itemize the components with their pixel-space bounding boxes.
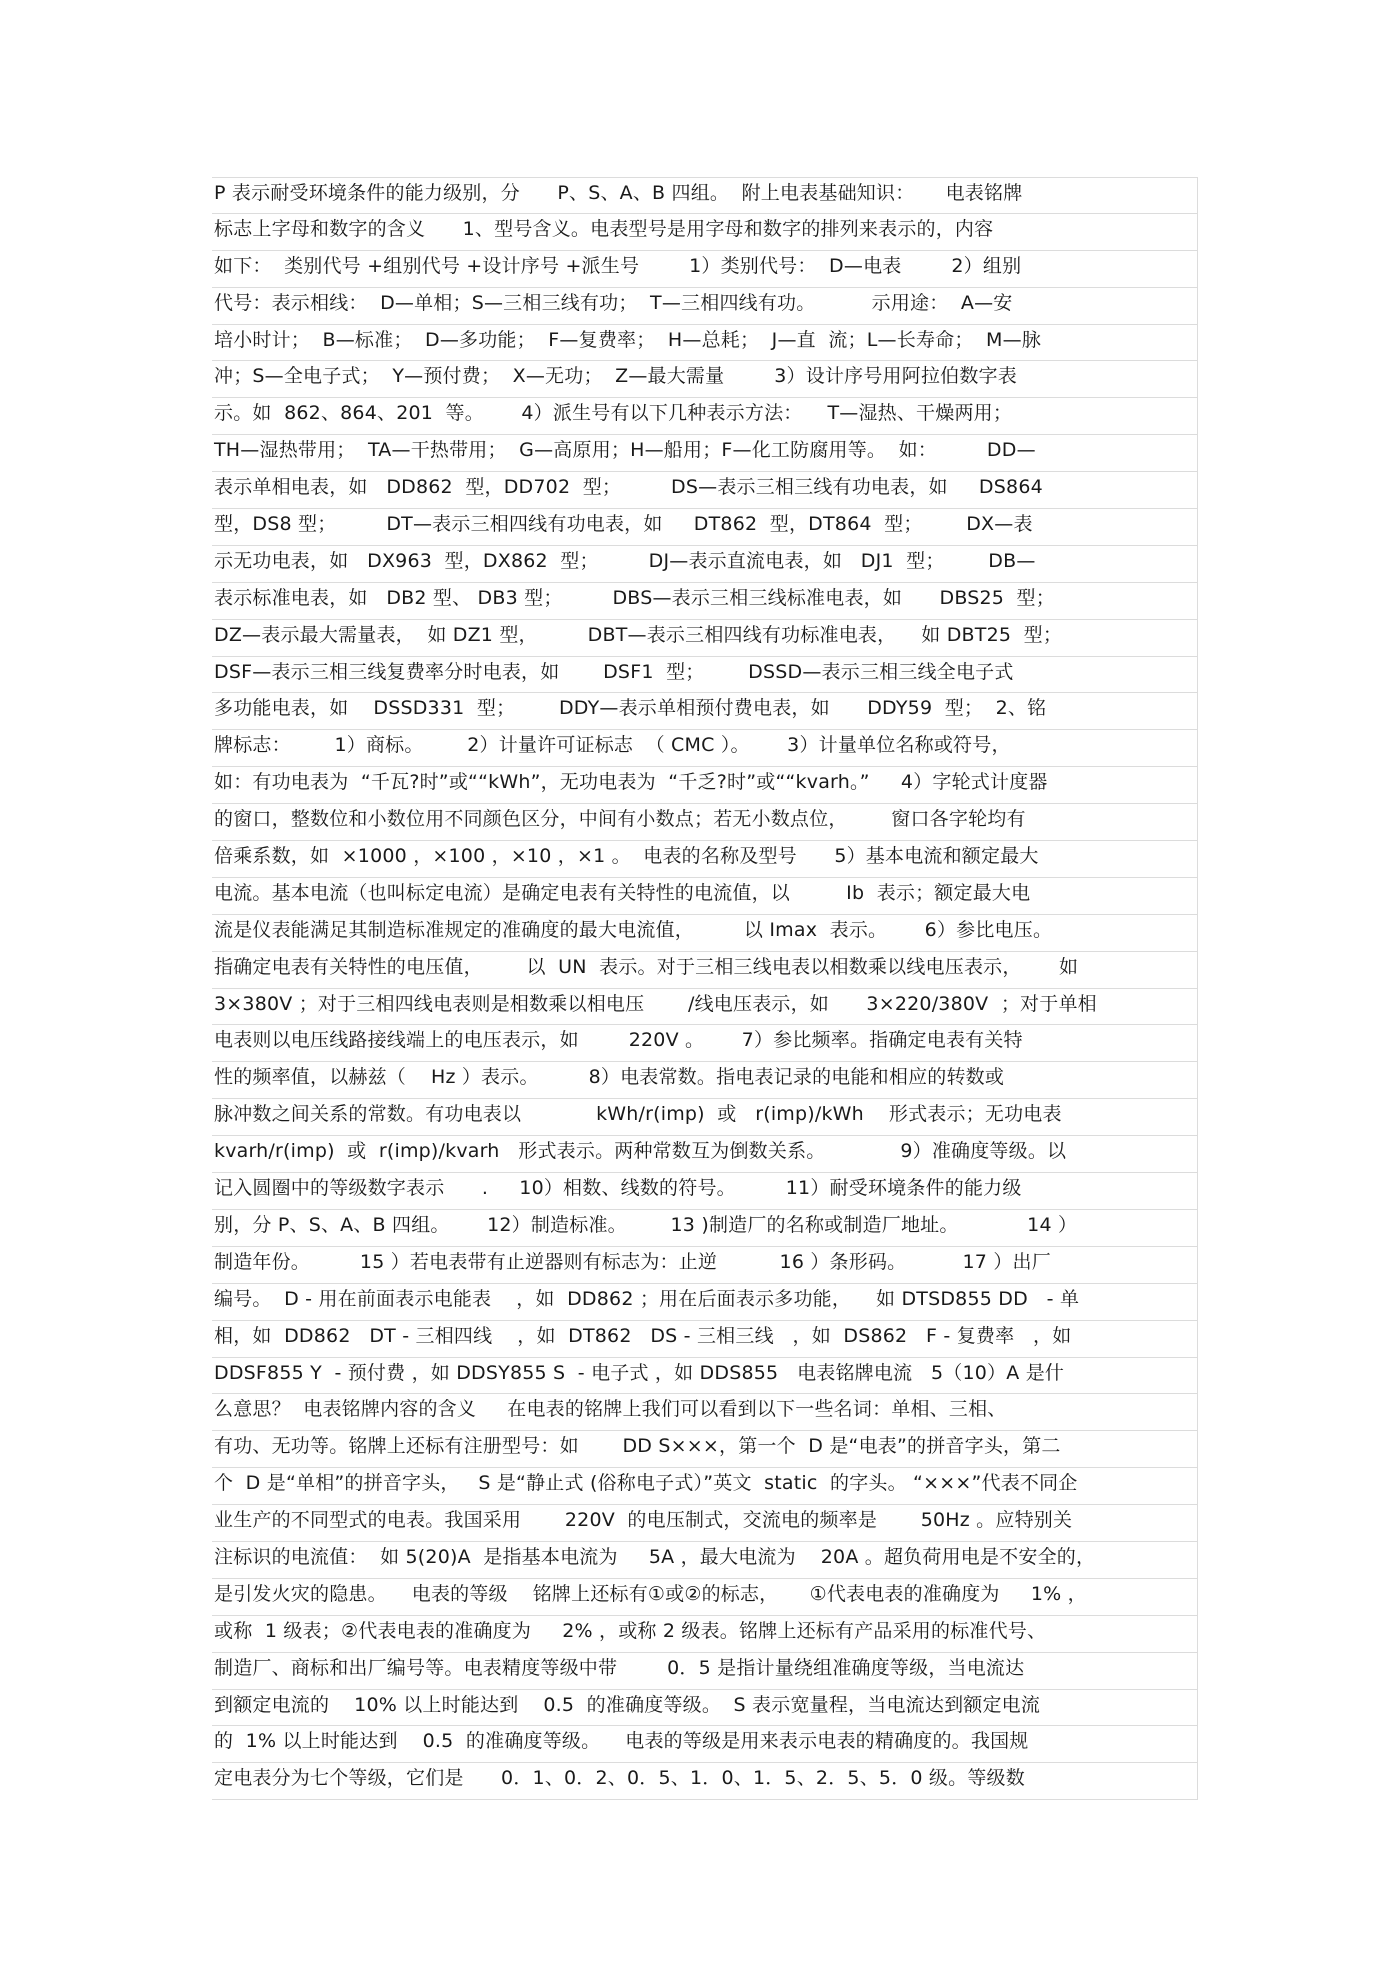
text-line: 制造厂、商标和出厂编号等。电表精度等级中带 0．5 是指计量绕组准确度等级，当电流达 — [212, 1653, 1198, 1690]
text-line: DZ—表示最大需量表， 如 DZ1 型， DBT—表示三相四线有功标准电表， 如 DBT25 型； — [212, 620, 1198, 657]
text-line: 冲；S—全电子式； Y—预付费； X—无功； Z—最大需量 3）设计序号用阿拉伯数字表 — [212, 361, 1198, 398]
text-line: 示。如 862、864、201 等。 4）派生号有以下几种表示方法： T—湿热、干燥两用； — [212, 398, 1198, 435]
text-line: 牌标志： 1）商标。 2）计量许可证标志 （ CMC ）。 3）计量单位名称或符号， — [212, 730, 1198, 767]
text-line: 或称 1 级表；②代表电表的准确度为 2% ，或称 2 级表。铭牌上还标有产品采用的标准代号、 — [212, 1616, 1198, 1653]
text-line: 业生产的不同型式的电表。我国采用 220V 的电压制式，交流电的频率是 50Hz 。应特别关 — [212, 1505, 1198, 1542]
text-line: 如下： 类别代号 +组别代号 +设计序号 +派生号 1）类别代号： D—电表 2）组别 — [212, 251, 1198, 288]
text-line: 制造年份。 15 ）若电表带有止逆器则有标志为：止逆 16 ）条形码。 17 ）出厂 — [212, 1247, 1198, 1284]
text-line: TH—湿热带用； TA—干热带用； G—高原用；H—船用；F—化工防腐用等。 如： DD— — [212, 435, 1198, 472]
text-line: 培小时计； B—标准； D—多功能； F—复费率； H—总耗； J—直 流；L—长寿命； M—脉 — [212, 325, 1198, 362]
text-line: 注标识的电流值： 如 5(20)A 是指基本电流为 5A ，最大电流为 20A 。超负荷用电是不安全的， — [212, 1542, 1198, 1579]
text-line: 别，分 P、S、A、B 四组。 12）制造标准。 13 )制造厂的名称或制造厂地址。 14 ） — [212, 1210, 1198, 1247]
text-line: 的 1% 以上时能达到 0.5 的准确度等级。 电表的等级是用来表示电表的精确度的。我国规 — [212, 1726, 1198, 1763]
text-line: 示无功电表，如 DX963 型，DX862 型； DJ—表示直流电表，如 DJ1 型； DB— — [212, 546, 1198, 583]
text-line: 么意思？ 电表铭牌内容的含义 在电表的铭牌上我们可以看到以下一些名词：单相、三相、 — [212, 1394, 1198, 1431]
text-line: 表示单相电表，如 DD862 型，DD702 型； DS—表示三相三线有功电表，如 DS864 — [212, 472, 1198, 509]
text-line: 是引发火灾的隐患。 电表的等级 铭牌上还标有①或②的标志， ①代表电表的准确度为 1% ， — [212, 1579, 1198, 1616]
text-line: 多功能电表，如 DSSD331 型； DDY—表示单相预付费电表，如 DDY59 型； 2、铭 — [212, 693, 1198, 730]
text-line: 标志上字母和数字的含义 1、型号含义。电表型号是用字母和数字的排列来表示的，内容 — [212, 214, 1198, 251]
text-line: 代号：表示相线： D—单相；S—三相三线有功； T—三相四线有功。 示用途： A—安 — [212, 288, 1198, 325]
text-line: 型，DS8 型； DT—表示三相四线有功电表，如 DT862 型，DT864 型； DX—表 — [212, 509, 1198, 546]
text-line: 相，如 DD862 DT - 三相四线 ，如 DT862 DS - 三相三线 ，如 DS862 F - 复费率 ，如 — [212, 1321, 1198, 1358]
text-line: 定电表分为七个等级，它们是 0．1、0．2、0．5、1．0、1．5、2．5、5．0 级。等级数 — [212, 1763, 1198, 1800]
text-line: DDSF855 Y - 预付费 ，如 DDSY855 S - 电子式 ，如 DDS855 电表铭牌电流 5（10）A 是什 — [212, 1358, 1198, 1395]
text-line: 的窗口，整数位和小数位用不同颜色区分，中间有小数点；若无小数点位， 窗口各字轮均有 — [212, 804, 1198, 841]
text-line: 如：有功电表为 “千瓦?时”或““kWh”，无功电表为 “千乏?时”或““kvarh。” 4）字轮式计度器 — [212, 767, 1198, 804]
text-line: 有功、无功等。铭牌上还标有注册型号：如 DD S×××，第一个 D 是“电表”的拼音字头，第二 — [212, 1431, 1198, 1468]
text-line: P 表示耐受环境条件的能力级别，分 P、S、A、B 四组。 附上电表基础知识： 电表铭牌 — [212, 177, 1198, 214]
text-line: 表示标准电表，如 DB2 型、 DB3 型； DBS—表示三相三线标准电表，如 DBS25 型； — [212, 583, 1198, 620]
text-line: DSF—表示三相三线复费率分时电表，如 DSF1 型； DSSD—表示三相三线全电子式 — [212, 657, 1198, 694]
text-line: 指确定电表有关特性的电压值， 以 UN 表示。对于三相三线电表以相数乘以线电压表示， 如 — [212, 952, 1198, 989]
text-line: 电流。基本电流（也叫标定电流）是确定电表有关特性的电流值，以 Ib 表示；额定最大电 — [212, 878, 1198, 915]
text-line: kvarh/r(imp) 或 r(imp)/kvarh 形式表示。两种常数互为倒数关系。 9）准确度等级。以 — [212, 1136, 1198, 1173]
text-line: 性的频率值，以赫兹（ Hz ）表示。 8）电表常数。指电表记录的电能和相应的转数或 — [212, 1062, 1198, 1099]
text-line: 电表则以电压线路接线端上的电压表示，如 220V 。 7）参比频率。指确定电表有关特 — [212, 1025, 1198, 1062]
text-line: 3×380V ；对于三相四线电表则是相数乘以相电压 /线电压表示，如 3×220/380V ；对于单相 — [212, 989, 1198, 1026]
text-line: 倍乘系数，如 ×1000 ，×100 ，×10 ，×1 。 电表的名称及型号 5）基本电流和额定最大 — [212, 841, 1198, 878]
text-line: 到额定电流的 10% 以上时能达到 0.5 的准确度等级。 S 表示宽量程，当电流达到额定电流 — [212, 1690, 1198, 1727]
text-line: 脉冲数之间关系的常数。有功电表以 kWh/r(imp) 或 r(imp)/kWh 形式表示；无功电表 — [212, 1099, 1198, 1136]
text-line: 编号。 D - 用在前面表示电能表 ，如 DD862 ；用在后面表示多功能， 如 DTSD855 DD - 单 — [212, 1284, 1198, 1321]
text-line: 记入圆圈中的等级数字表示 . 10）相数、线数的符号。 11）耐受环境条件的能力级 — [212, 1173, 1198, 1210]
text-line: 个 D 是“单相”的拼音字头， S 是“静止式 (俗称电子式）”英文 static 的字头。 “×××”代表不同企 — [212, 1468, 1198, 1505]
document-body — [212, 177, 1198, 1800]
text-line: 流是仪表能满足其制造标准规定的准确度的最大电流值， 以 Imax 表示。 6）参比电压。 — [212, 915, 1198, 952]
